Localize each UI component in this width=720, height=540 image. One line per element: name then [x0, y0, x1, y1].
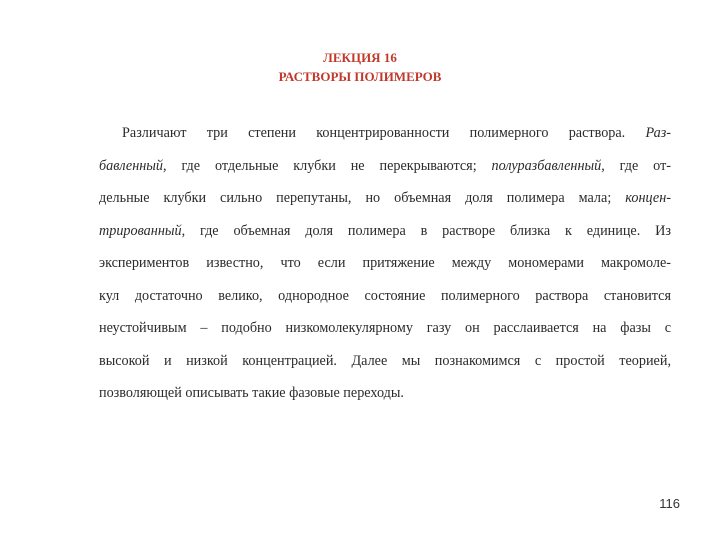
text-segment: высокой и низкой концентрацией. Далее мы познакомимся с простой теорией, [99, 352, 671, 369]
lecture-title: ЛЕКЦИЯ 16 [323, 50, 397, 65]
paragraph-line-2 [99, 150, 671, 183]
italic-term: трированный [99, 222, 182, 239]
text-segment: позволяющей описывать такие фазовые переходы. [99, 385, 404, 401]
italic-term: концен- [625, 190, 671, 206]
text-segment: , где объемная доля полимера в растворе близка к единице. Из [181, 222, 671, 239]
paragraph-line-8 [99, 345, 671, 378]
text-segment: кул достаточно велико, однородное состояние полимерного раствора становится [99, 287, 671, 304]
paragraph-line-3 [99, 182, 671, 215]
paragraph-line-5 [99, 247, 671, 280]
text-segment: дельные клубки сильно перепутаны, но объемная доля полимера мала; [99, 190, 626, 206]
text-segment: , где от- [601, 157, 671, 174]
italic-term: полуразбавленный [491, 157, 602, 174]
paragraph-line-6 [99, 280, 671, 313]
body-paragraph [99, 117, 671, 410]
text-segment: неустойчивым – подобно низкомолекулярному газу он расслаивается на фазы с [99, 320, 671, 336]
paragraph-line-1 [99, 117, 671, 150]
paragraph-line-7 [99, 312, 671, 345]
italic-term: Раз- [645, 125, 671, 141]
italic-term: бавленный [99, 157, 164, 174]
text-segment: экспериментов известно, что если притяжение между мономерами макромоле- [99, 255, 671, 271]
text-segment: Различают три степени концентрированности полимерного раствора. [122, 125, 646, 141]
paragraph-line-4 [99, 215, 671, 248]
lecture-subtitle: РАСТВОРЫ ПОЛИМЕРОВ [278, 69, 442, 84]
text-segment: , где отдельные клубки не перекрываются; [163, 157, 492, 174]
page-number: 116 [659, 496, 680, 511]
paragraph-line-9 [99, 377, 671, 410]
